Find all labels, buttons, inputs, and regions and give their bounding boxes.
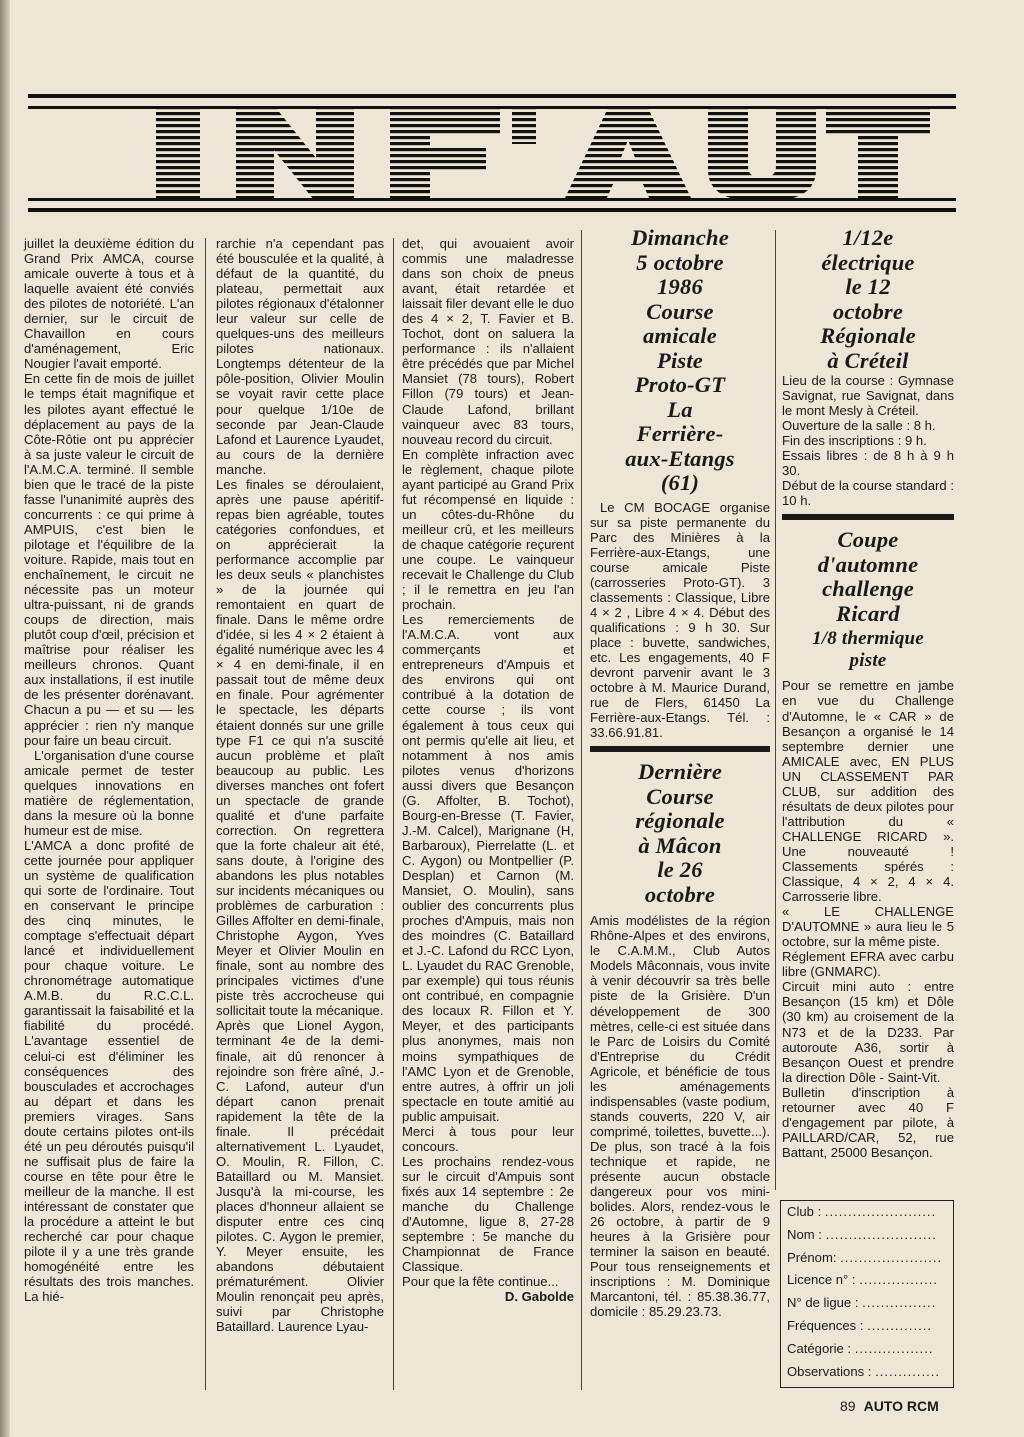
paragraph: Début de la course standard : 10 h. xyxy=(782,478,954,509)
author-signature: D. Gabolde xyxy=(504,1289,574,1305)
paragraph: Circuit mini auto : entre Besançon (15 km) et Dôle (30 km) au croisement de la N73 et de la D233. Par autoroute A36, sortir à Besançon Ouest et prendre la direction Dôle - Saint-Vit. xyxy=(782,979,954,1085)
form-row-categorie[interactable]: Catégorie : ................. xyxy=(787,1340,934,1356)
form-row-ligue[interactable]: N° de ligue : ................ xyxy=(787,1295,937,1311)
paragraph: En cette fin de mois de juillet le temps était magnifique et les pilotes ayant effectué le déplacement au pays de la Côte-Rôtie ont pu apprécier à sa juste valeur le circuit de l'A.M.C.A. terminé. Il semble bien que le tracé de la piste fasse l'unanimité auprès des concurrents : ce qui prime à AMPUIS, c'est bien le pilotage et l'équilibre de la voiture. Rapide, mais tout en enchaînement, le circuit ne nécessite pas un moteur ultra-puissant, ni de grands coups de direction, mais plutôt coup d'œil, précision et maîtrise pour réaliser les meilleurs chronos. Quant aux installations, il est inutile de les présenter dorénavant. Chacun a pu — et su — les apprécier : rien n'y manque pour faire un beau circuit. xyxy=(24,371,194,748)
paragraph: Bulletin d'inscription à retourner avec 40 F d'engagement par pilote, à PAILLARD/CAR, 52, rue Battant, 25000 Besançon. xyxy=(782,1084,954,1160)
column-rule xyxy=(393,238,394,1390)
column-rule xyxy=(581,230,582,1390)
form-row-club[interactable]: Club : ........................ xyxy=(787,1204,937,1219)
article-column-2 xyxy=(216,236,384,1334)
paragraph: Les remerciements de l'A.M.C.A. vont aux commerçants et entrepreneurs d'Ampuis et des environs qui ont contribué à la dotation de cette course ; ils vont également à tous ceux qui ont permis qu'elle ait lieu, et notamment à nos amis pilotes venus d'horizons aussi divers que Besançon (G. Affolter, B. Tochot), Bourg-en-Bresse (T. Favier, J.-M. Calcel), Marignane (H, Barbaroux), Pierrelatte (L. et C. Aygon) ou Montpellier (P. Desplan) et Carnon (M. Mansiet, O. Moulin), sans oublier des concurrents plus proches d'Ampuis, mais non des moindres (C. Bataillard et J.-C. Lafond du RCC Lyon, L. Lyaudet du RAC Grenoble, par exemple) qui tous réunis ont contribué, en compagnie des locaux R. Fillon et Y. Meyer, et des participants plus anonymes, mais non moins sympathiques de l'AMC Lyon et de Grenoble, entre autres, à offrir un joli spectacle en toute amitié au public ampuisait. xyxy=(402,612,574,1124)
article-column-3 xyxy=(402,236,574,1304)
headline-ferriere: Dimanche 5 octobre 1986 Course amicale Piste Proto-GT La Ferrière- aux-Etangs (61) xyxy=(625,225,735,495)
section-divider xyxy=(590,746,770,752)
paragraph: Les prochains rendez-vous sur le circuit d'Ampuis sont fixés aux 14 septembre : 2e manche du Challenge d'Automne, ligue 8, 27-28 septembre : 5e manche du Championnat de France Classique. xyxy=(402,1153,574,1275)
form-row-nom[interactable]: Nom : ........................ xyxy=(787,1226,937,1242)
paragraph: Lieu de la course : Gymnase Savignat, rue Savignat, dans le mont Mesly à Créteil. xyxy=(782,373,954,419)
paragraph: juillet la deuxième édition du Grand Prix AMCA, course amicale ouverte à tous et à laquelle avaient été conviés des pilotes de notoriété. L'an dernier, sur le circuit de Chavaillon en cours d'aménagement, Eric Nougier l'avait emporté. xyxy=(24,236,194,372)
paragraph: Amis modélistes de la région Rhône-Alpes et des environs, le C.A.M.M., Club Autos Models Mâconnais, vous invite à venir découvrir sa très belle piste de la Grisière. D'un développement de 300 mètres, celle-ci est située dans le Parc de Loisirs du Comité d'Entreprise du Crédit Agricole, et bénéficie de tous les aménagements indispensables (vaste podium, stands couverts, 220 V, air comprimé, toilettes, buvette...). De plus, son tracé à la fois technique et rapide, ne présente aucun obstacle dangereux pour vos mini-bolides. Alors, rendez-vous le 26 octobre, à partir de 9 heures à la Grisière pour terminer la saison en beauté. Pour tous renseignements et inscriptions : M. Dominique Marcantoni, tél. : 85.38.36.77, domicile : 85.29.23.73. xyxy=(590,913,770,1320)
page-number: 89 xyxy=(840,1398,856,1414)
form-row-prenom[interactable]: Prénom: ...................... xyxy=(787,1249,943,1265)
article-column-1 xyxy=(24,236,194,1304)
paragraph: Le CM BOCAGE organise sur sa piste permanente du Parc des Minières à la Ferrière-aux-Etangs, une course amicale Piste (carrosseries Proto-GT). 3 classements : Classique, Libre 4 × 2 , Libre 4 × 4. Début des qualifications : 9 h 30. Sur place : buvette, sandwiches, etc. Les engagements, 40 F devront parvenir avant le 3 octobre à M. Maurice Durand, rue de Flers, 61450 La Ferrière-aux-Etangs. Tél. : 33.66.91.81. xyxy=(590,499,770,741)
news-column-4 xyxy=(590,226,770,1320)
headline-macon: Dernière Course régionale à Mâcon le 26 octobre xyxy=(635,759,725,907)
column-rule xyxy=(205,238,206,1390)
paragraph: Réglement EFRA avec carbu libre (GNMARC). xyxy=(782,949,954,980)
page-footer xyxy=(840,1398,939,1414)
paragraph: L'organisation d'une course amicale permet de tester quelques innovations en matière de réglementation, dans la mesure où la bonne humeur est de mise. xyxy=(24,747,194,838)
paragraph: « LE CHALLENGE D'AUTOMNE » aura lieu le 5 octobre, sur la même piste. xyxy=(782,904,954,950)
paragraph: Merci à tous pour leur concours. xyxy=(402,1123,574,1154)
headline-ricard: Coupe d'automne challenge Ricard xyxy=(817,527,919,626)
paragraph: Pour se remettre en jambe en vue du Challenge d'Automne, le « CAR » de Besançon a organisé le 14 septembre dernier une AMICALE avec, EN PLUS UN CLASSEMENT PAR CLUB, sur addition des résultats de deux pilotes pour l'attribution du « CHALLENGE RICARD ». Une nouveauté ! Classements spérés : Classique, 4 × 2, 4 × 4. Carrosserie libre. xyxy=(782,678,954,905)
subheadline-ricard: 1/8 thermique piste xyxy=(812,628,924,672)
headline-creteil: 1/12e électrique le 12 octobre Régionale à Créteil xyxy=(820,225,916,373)
section-divider xyxy=(782,514,954,520)
paragraph: Pour que la fête continue... xyxy=(402,1274,559,1290)
paragraph: rarchie n'a cependant pas été bousculée et la qualité, à défaut de la quantité, du plateau, permettait aux pilotes régionaux d'étalonner leur valeur sur celle de quelques-uns des meilleurs pilotes nationaux. Longtemps détenteur de la pôle-position, Olivier Moulin se voyait ravir cette place pour quelque 1/10e de seconde par Jean-Claude Lafond et Laurence Lyaudet, au cours de la dernière manche. xyxy=(216,236,384,477)
paragraph: det, qui avouaient avoir commis une maladresse dans son choix de pneus avant, était retardée et laissait filer devant elle le duo des 4 × 2, T. Favier et B. Tochot, dont on saluera la performance : ils n'allaient être précédés que par Michel Mansiet (78 tours), Robert Fillon (79 tours) et Jean-Claude Lafond, brillant vainqueur avec 83 tours, nouveau record du circuit. xyxy=(402,236,574,447)
paragraph: Les finales se déroulaient, après une pause apéritif-repas bien agréable, toutes catégories confondues, et on apprécierait la performance accomplie par les deux seuls « planchistes » de la journée qui remontaient en quart de finale. Dans le même ordre d'idée, si les 4 × 2 étaient à égalité numérique avec les 4 × 4 en demi-finale, il en passait tout de même deux en finale. Pour agrémenter le spectacle, les départs étaient donnés sur une grille type F1 ce qui n'a suscité aucun problème et plaît beaucoup au public. Les diverses manches ont fofert un spectacle de grande qualité et d'une parfaite correction. On regrettera que la forte chaleur ait été, sans doute, à l'origine des abandons les plus notables sur incidents mécaniques ou problèmes de carburation : Gilles Affolter en demi-finale, Christophe Aygon, Yves Meyer et Olivier Moulin en finale, sont au nombre des principales victimes d'une piste très accrocheuse qui sollicitait toute la mécanique. xyxy=(216,476,384,1019)
paragraph: Essais libres : de 8 h à 9 h 30. xyxy=(782,448,954,479)
form-row-licence[interactable]: Licence n° : ................. xyxy=(787,1272,939,1288)
page-spine-shadow xyxy=(0,0,10,1437)
paragraph: En complète infraction avec le règlement, chaque pilote ayant participé au Grand Prix fut récompensé en liquide : un côtes-du-Rhône du meilleur crû, et les meilleurs de chaque catégorie reçurent une coupe. Le vainqueur recevait le Challenge du Club ; il le remettra en jeu l'an prochain. xyxy=(402,446,574,613)
form-row-frequences[interactable]: Fréquences : .............. xyxy=(787,1317,932,1333)
paragraph: Ouverture de la salle : 8 h. xyxy=(782,418,936,434)
column-rule xyxy=(775,230,776,1190)
registration-form xyxy=(780,1200,954,1388)
news-column-5 xyxy=(782,226,954,1160)
paragraph: Fin des inscriptions : 9 h. xyxy=(782,433,927,449)
paragraph: L'AMCA a donc profité de cette journée pour appliquer un système de qualification qui sorte de l'ordinaire. Tout en conservant le principe des cinq minutes, le comptage s'effectuait départ lancé et individuellement pour chaque voiture. Le chronométrage automatique A.M.B. du R.C.C.L. garantissait la faisabilité et la fiabilité du procédé. L'avantage essentiel de celui-ci est d'éliminer les conséquences des bousculades et accrochages au départ et dans les premiers virages. Sans doute certains pilotes ont-ils été un peu déroutés puisqu'il ne suffisait plus de faire la course en tête pour être le meilleur de la manche. Il est intéressant de constater que la procédure a atteint le but recherché car pour chaque pilote il y a une très grande homogénéité entre les résultats des trois manches. La hié- xyxy=(24,837,194,1305)
masthead-logo xyxy=(28,88,956,220)
paragraph: Après que Lionel Aygon, terminant 4e de la demi-finale, ait dû renoncer à rejoindre son frère aîné, J.-C. Lafond, auteur d'un départ canon prenait rapidement la tête de la finale. Il précédait alternativement L. Lyaudet, O. Moulin, R. Fillon, C. Bataillard ou M. Mansiet. Jusqu'à la mi-course, les places d'honneur allaient se disputer entre ces cinq pilotes. C. Aygon le premier, Y. Meyer ensuite, les abandons débutaient prématurément. Olivier Moulin renonçait peu après, suivi par Christophe Bataillard. Laurence Lyau- xyxy=(216,1018,384,1335)
form-row-observations[interactable]: Observations : .............. xyxy=(787,1363,940,1379)
magazine-name: AUTO RCM xyxy=(863,1398,939,1414)
